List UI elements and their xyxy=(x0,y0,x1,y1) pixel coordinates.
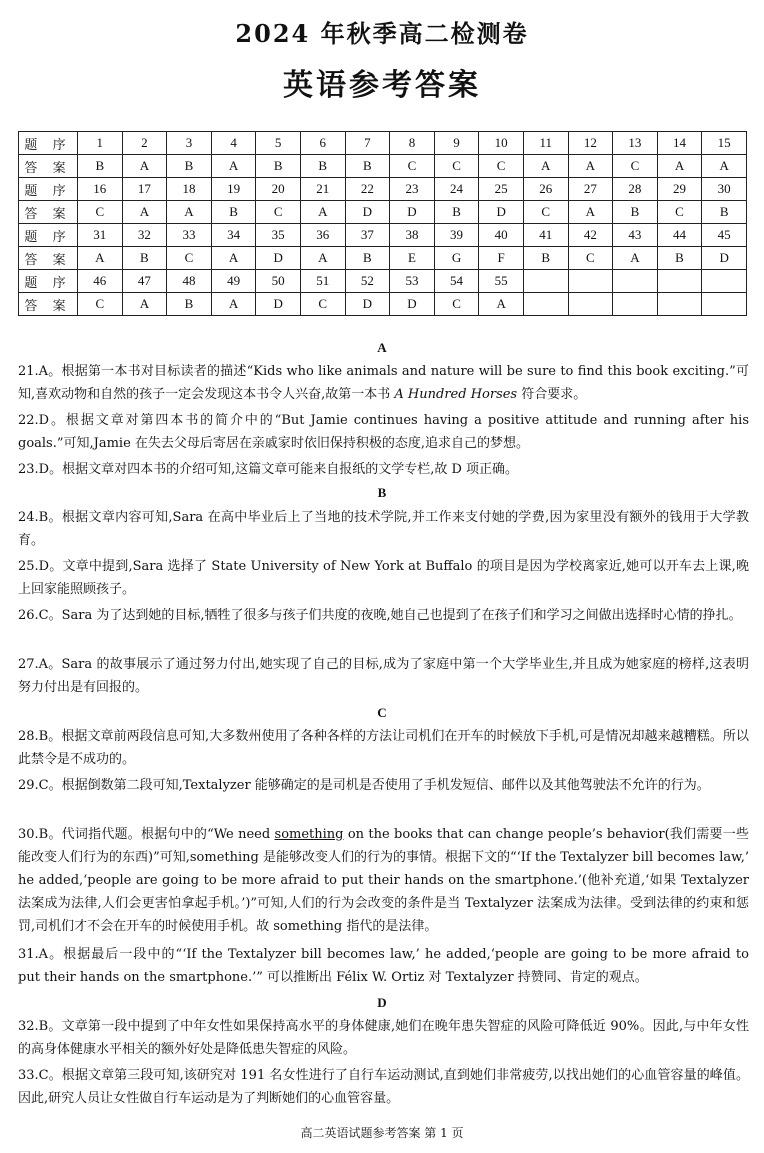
page-footer: 高二英语试题参考答案 第 1 页 xyxy=(300,1126,464,1140)
answer-cell xyxy=(702,293,747,316)
question-number-cell: 9 xyxy=(434,132,479,155)
answer-cell xyxy=(523,293,568,316)
answer-cell: C xyxy=(78,293,123,316)
question-number-cell: 1 xyxy=(78,132,123,155)
section-heading-b: B xyxy=(377,485,387,500)
answer-cell: C xyxy=(300,293,345,316)
question-row xyxy=(19,270,747,293)
question-number-cell: 33 xyxy=(167,224,212,247)
explanation-27: 27.A。Sara 的故事展示了通过努力付出,她实现了自己的目标,成为了家庭中第一个大学毕业生,并且成为她家庭的榜样,这表明努力付出是有回报的。 xyxy=(18,657,749,695)
answer-row xyxy=(19,293,747,316)
explanation-24: 24.B。根据文章内容可知,Sara 在高中毕业后上了当地的技术学院,并工作来支付她的学费,因为家里没有额外的钱用于大学教育。 xyxy=(18,510,749,548)
answer-cell: A xyxy=(78,247,123,270)
question-number-cell: 16 xyxy=(78,178,123,201)
question-row xyxy=(19,178,747,201)
book-title: A Hundred Horses xyxy=(394,387,518,402)
answer-cell: B xyxy=(523,247,568,270)
explanation-22: 22.D。根据文章对第四本书的简介中的“But Jamie continues having a positive attitude and running after his goals.”可知,Jamie 在失去父母后寄居在亲戚家时依旧保持积极的态度,追求自己的梦想。 xyxy=(18,413,749,451)
answer-cell: B xyxy=(300,155,345,178)
question-number-cell: 32 xyxy=(122,224,167,247)
question-number-cell: 11 xyxy=(523,132,568,155)
question-number-cell: 10 xyxy=(479,132,524,155)
explanation-30: 30.B。代词指代题。根据句中的“We need something on the books that can change people’s behavior(我们需要一些能改变人们行为的东西)”可知,something 是能够改变人们的行为的事情。根据下文的“‘If the Textalyzer bill becomes law,’ he added,‘people are going to be more afraid to put their hands on the smartphone.’(他补充道,‘如果 Textalyzer 法案成为法律,人们会更害怕拿起手机。’)”可知,人们的行为会改变的条件是当 Textalyzer 法案成为法律。受到法律的约束和惩罚,司机们才不会在开车的时候使用手机。故 something 指代的是法律。 xyxy=(18,827,749,934)
answer-cell: B xyxy=(434,201,479,224)
answer-cell: B xyxy=(211,201,256,224)
question-number-cell: 38 xyxy=(390,224,435,247)
question-number-cell xyxy=(657,270,702,293)
explanation-31: 31.A。根据最后一段中的“‘If the Textalyzer bill becomes law,’ he added,‘people are going to be more afraid to put their hands on the smartphone.’” 可以推断出 Félix W. Ortiz 对 Textalyzer 持赞同、肯定的观点。 xyxy=(18,947,749,985)
question-number-cell: 43 xyxy=(613,224,658,247)
underlined-word: something xyxy=(274,827,344,842)
answer-cell: B xyxy=(256,155,301,178)
answer-cell: A xyxy=(479,293,524,316)
question-number-cell: 53 xyxy=(390,270,435,293)
answer-cell: A xyxy=(122,293,167,316)
question-number-cell: 15 xyxy=(702,132,747,155)
question-number-cell: 6 xyxy=(300,132,345,155)
answer-cell: A xyxy=(300,247,345,270)
answer-cell xyxy=(568,293,613,316)
answer-cell: B xyxy=(78,155,123,178)
section-heading-a: A xyxy=(377,340,387,355)
answer-cell: B xyxy=(702,201,747,224)
question-number-cell: 26 xyxy=(523,178,568,201)
question-number-cell: 31 xyxy=(78,224,123,247)
answer-cell: A xyxy=(300,201,345,224)
answer-cell: D xyxy=(256,247,301,270)
answer-row-label: 答 案 xyxy=(19,247,78,270)
question-number-cell: 22 xyxy=(345,178,390,201)
answer-row-label: 答 案 xyxy=(19,155,78,178)
section-heading-d: D xyxy=(377,995,387,1010)
question-number-cell: 28 xyxy=(613,178,658,201)
answer-cell: C xyxy=(434,155,479,178)
answer-cell: C xyxy=(256,201,301,224)
question-number-cell: 5 xyxy=(256,132,301,155)
document-subtitle: 英语参考答案 xyxy=(283,68,481,103)
answer-cell: A xyxy=(568,201,613,224)
answer-cell: C xyxy=(568,247,613,270)
question-number-cell: 49 xyxy=(211,270,256,293)
answer-cell: C xyxy=(167,247,212,270)
question-number-cell: 34 xyxy=(211,224,256,247)
question-number-cell: 17 xyxy=(122,178,167,201)
section-heading-c: C xyxy=(377,705,387,720)
question-number-cell: 36 xyxy=(300,224,345,247)
answer-cell: A xyxy=(211,293,256,316)
question-number-cell: 44 xyxy=(657,224,702,247)
answer-cell: A xyxy=(613,247,658,270)
answer-cell: D xyxy=(702,247,747,270)
question-number-cell: 12 xyxy=(568,132,613,155)
answer-cell: D xyxy=(479,201,524,224)
question-number-cell xyxy=(568,270,613,293)
explanation-28: 28.B。根据文章前两段信息可知,大多数州使用了各种各样的方法让司机们在开车的时候放下手机,可是情况却越来越糟糕。所以此禁令是不成功的。 xyxy=(18,729,749,767)
question-number-cell: 23 xyxy=(390,178,435,201)
answer-cell: B xyxy=(167,293,212,316)
question-number-cell: 13 xyxy=(613,132,658,155)
answer-cell: A xyxy=(568,155,613,178)
answer-cell: A xyxy=(523,155,568,178)
question-number-cell: 21 xyxy=(300,178,345,201)
answer-cell: C xyxy=(78,201,123,224)
answer-cell: B xyxy=(122,247,167,270)
explanation-21: 21.A。根据第一本书对目标读者的描述“Kids who like animals and nature will be sure to find this book exciting.”可知,喜欢动物和自然的孩子一定会发现这本书令人兴奋,故第一本书 A Hundred Horses 符合要求。 xyxy=(18,364,749,402)
answer-cell: B xyxy=(345,247,390,270)
answer-row-label: 答 案 xyxy=(19,293,78,316)
answer-cell: C xyxy=(613,155,658,178)
answer-cell: A xyxy=(167,201,212,224)
question-number-cell: 40 xyxy=(479,224,524,247)
answer-cell: E xyxy=(390,247,435,270)
question-number-cell xyxy=(702,270,747,293)
question-number-cell: 3 xyxy=(167,132,212,155)
question-number-cell: 54 xyxy=(434,270,479,293)
answer-cell: G xyxy=(434,247,479,270)
question-number-cell: 14 xyxy=(657,132,702,155)
question-number-cell: 51 xyxy=(300,270,345,293)
answer-cell: B xyxy=(345,155,390,178)
question-number-cell: 48 xyxy=(167,270,212,293)
question-number-cell: 29 xyxy=(657,178,702,201)
answer-cell: D xyxy=(345,201,390,224)
answer-cell: C xyxy=(390,155,435,178)
question-number-cell: 2 xyxy=(122,132,167,155)
question-number-cell: 37 xyxy=(345,224,390,247)
question-number-cell: 35 xyxy=(256,224,301,247)
answer-row-label: 答 案 xyxy=(19,201,78,224)
explanation-29: 29.C。根据倒数第二段可知,Textalyzer 能够确定的是司机是否使用了手机发短信、邮件以及其他驾驶法不允许的行为。 xyxy=(18,778,710,793)
question-row-label: 题 序 xyxy=(19,178,78,201)
answer-row xyxy=(19,201,747,224)
question-number-cell: 4 xyxy=(211,132,256,155)
answer-key-table xyxy=(18,131,747,316)
answer-row xyxy=(19,247,747,270)
answer-cell: A xyxy=(211,247,256,270)
question-number-cell: 46 xyxy=(78,270,123,293)
answer-cell: D xyxy=(390,293,435,316)
question-number-cell: 27 xyxy=(568,178,613,201)
document-title: 2024 年秋季高二检测卷 xyxy=(235,19,529,48)
answer-cell: A xyxy=(657,155,702,178)
question-number-cell: 24 xyxy=(434,178,479,201)
question-number-cell xyxy=(613,270,658,293)
question-number-cell: 19 xyxy=(211,178,256,201)
answer-cell: D xyxy=(256,293,301,316)
answer-cell: F xyxy=(479,247,524,270)
answer-cell: C xyxy=(479,155,524,178)
question-row-label: 题 序 xyxy=(19,224,78,247)
question-number-cell: 42 xyxy=(568,224,613,247)
question-number-cell: 55 xyxy=(479,270,524,293)
answer-cell: C xyxy=(657,201,702,224)
answer-cell: B xyxy=(657,247,702,270)
question-row-label: 题 序 xyxy=(19,270,78,293)
answer-cell: A xyxy=(702,155,747,178)
question-number-cell: 18 xyxy=(167,178,212,201)
answer-cell xyxy=(613,293,658,316)
explanation-32: 32.B。文章第一段中提到了中年女性如果保持高水平的身体健康,她们在晚年患失智症的风险可降低近 90%。因此,与中年女性的高身体健康水平相关的额外好处是降低患失智症的风险。 xyxy=(18,1019,749,1057)
question-row xyxy=(19,132,747,155)
question-row-label: 题 序 xyxy=(19,132,78,155)
question-number-cell: 8 xyxy=(390,132,435,155)
explanation-33: 33.C。根据文章第三段可知,该研究对 191 名女性进行了自行车运动测试,直到她们非常疲劳,以找出她们的心血管容量的峰值。因此,研究人员让女性做自行车运动是为了判断她们的心血管容量。 xyxy=(18,1068,749,1106)
answer-cell: A xyxy=(211,155,256,178)
question-number-cell xyxy=(523,270,568,293)
answer-cell: A xyxy=(122,201,167,224)
answer-row xyxy=(19,155,747,178)
question-number-cell: 47 xyxy=(122,270,167,293)
question-number-cell: 41 xyxy=(523,224,568,247)
question-number-cell: 25 xyxy=(479,178,524,201)
explanation-25: 25.D。文章中提到,Sara 选择了 State University of New York at Buffalo 的项目是因为学校离家近,她可以开车去上课,晚上回家能照顾孩子。 xyxy=(18,559,749,597)
explanation-26: 26.C。Sara 为了达到她的目标,牺牲了很多与孩子们共度的夜晚,她自己也提到了在孩子们和学习之间做出选择时心情的挣扎。 xyxy=(18,608,742,623)
question-number-cell: 50 xyxy=(256,270,301,293)
answer-cell: A xyxy=(122,155,167,178)
question-number-cell: 7 xyxy=(345,132,390,155)
question-number-cell: 30 xyxy=(702,178,747,201)
question-number-cell: 20 xyxy=(256,178,301,201)
answer-cell: C xyxy=(434,293,479,316)
answer-cell: B xyxy=(613,201,658,224)
answer-cell: D xyxy=(390,201,435,224)
question-number-cell: 45 xyxy=(702,224,747,247)
explanation-23: 23.D。根据文章对四本书的介绍可知,这篇文章可能来自报纸的文学专栏,故 D 项正确。 xyxy=(18,462,519,477)
answer-cell: B xyxy=(167,155,212,178)
question-number-cell: 39 xyxy=(434,224,479,247)
answer-cell: C xyxy=(523,201,568,224)
question-row xyxy=(19,224,747,247)
answer-cell xyxy=(657,293,702,316)
answer-cell: D xyxy=(345,293,390,316)
question-number-cell: 52 xyxy=(345,270,390,293)
